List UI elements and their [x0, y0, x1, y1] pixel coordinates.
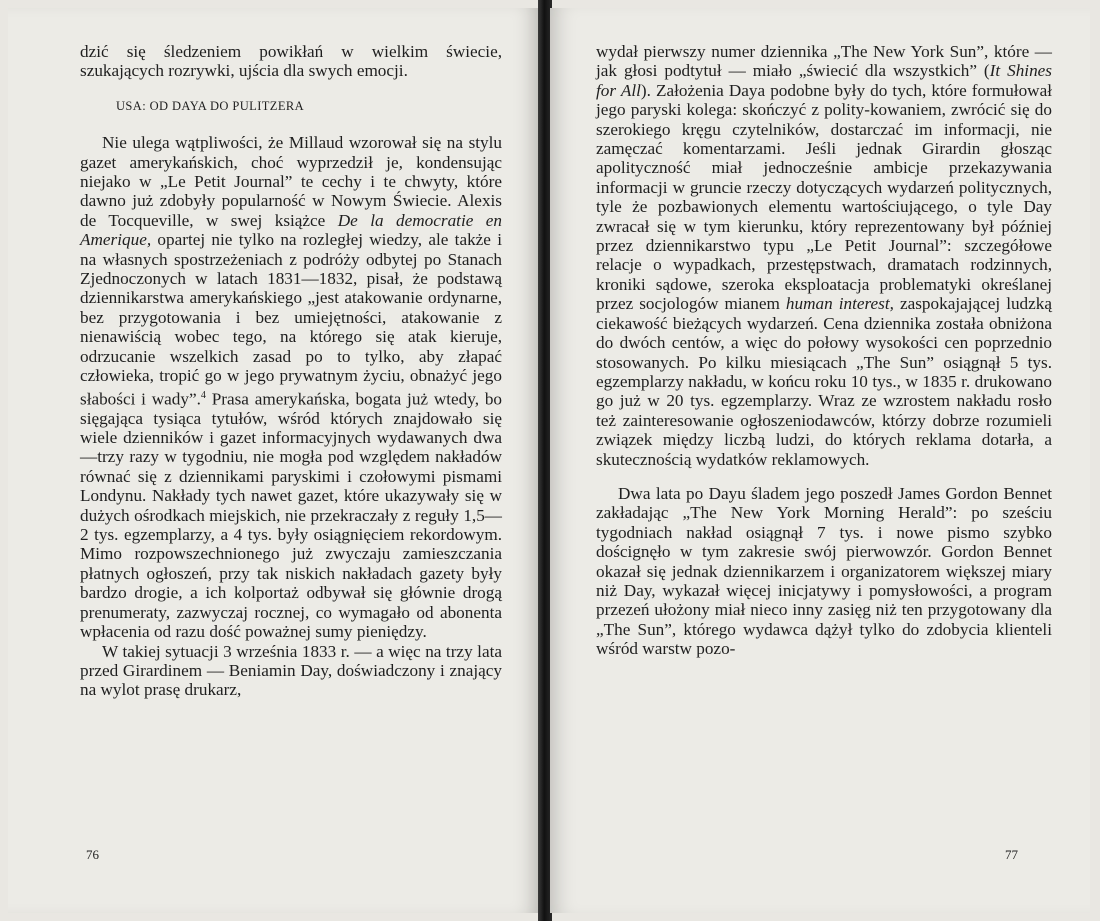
- left-page: [8, 8, 540, 913]
- right-para-2: Dwa lata po Dayu śladem jego poszedł James Gordon Bennet zakładając „The New York Morning Herald”: po sześciu tygodniach nakład osiągnął 7 tys. i nowe pismo szybko doścignęło w tym zakresie swój pierwowzór. Gordon Bennet okazał się jednak dziennikarzem i organizatorem większej miary niż Day, wykazał więcej inicjatywy i pomysłowości, a program przezeń ułożony miał nieco inny zasięg niż ten przygotowany dla „The Sun”, którego wydawca dążył tylko do zdobycia klienteli wśród warstw pozo-: [596, 483, 1052, 659]
- page-number-left: 76: [86, 847, 99, 862]
- section-heading: USA: OD DAYA DO PULITZERA: [116, 98, 305, 113]
- left-para-1-b: opartej nie tylko na rozległej wiedzy, ale także i na własnych spostrzeżeniach z podróży odbytej po Stanach Zjednoczonych w latach 1831—1832, pisał, że podstawą dziennikarstwa amerykańskiego „jest atakowanie ordynarne, bez przygotowania i bez umiejętności, atakowanie z nienawiścią wobec tego, na którego się atak kieruje, odrzucanie wszelkich zasad po to tylko, aby złapać człowieka, tropić go w jego prywatnym życiu, obnażyć jego słabości i wady”.: [80, 230, 502, 409]
- right-para-1-a: wydał pierwszy numer dziennika „The New York Sun”, które — jak głosi podtytuł — miało „świecić dla wszystkich” (: [596, 42, 1052, 81]
- left-para-1-c: Prasa amerykańska, bogata już wtedy, bo sięgająca tysiąca tytułów, wśród których znajdowało się wiele dzienników i gazet informacyjnych wydawanych dwa—trzy razy w tygodniu, nie mogła pod względem nakładów równać się z dziennikami paryskimi i czołowymi pismami Londynu. Nakłady tych nawet gazet, które ukazywały się w dużych ośrodkach miejskich, nie przekraczały z reguły 1,5—2 tys. egzemplarzy, a 4 tys. były osiągnięciem rekordowym. Mimo rozpowszechnionego już zwyczaju zamieszczania płatnych ogłoszeń, przy tak niskich nakładach gazety były bardzo drogie, a ich kolportaż odbywał się głównie drogą prenumeraty, zazwyczaj rocznej, co wymagało od abonenta wpłacenia od razu dość poważnej sumy pieniędzy.: [80, 389, 503, 642]
- book-title: De la democratie en Amerique,: [80, 210, 502, 250]
- right-para-1: [596, 42, 1052, 469]
- footnote-marker: 4: [200, 389, 206, 401]
- right-page: [550, 8, 1090, 913]
- human-interest-term: human interest,: [785, 294, 894, 314]
- right-para-1-c: zaspokajającej ludzką ciekawość bieżących wydarzeń. Cena dziennika została obniżona do dwóch centów, a więc do połowy wysokości cen poprzednio stosowanych. Po kilku miesiącach „The Sun” osiągnął 5 tys. egzemplarzy nakładu, w końcu roku 10 tys., w 1835 r. drukowano go już w 20 tys. egzemplarzy. Wraz ze wzrostem nakładu rosło też zainteresowanie ogłoszeniodawców, którzy dobrze rozumieli związek między liczbą ludzi, do których reklama dotarła, a skutecznością wydatków reklamowych.: [596, 294, 1053, 469]
- left-para-2: W takiej sytuacji 3 września 1833 r. — a więc na trzy lata przed Girardinem — Beniamin Day, doświadczony i znający na wylot prasę drukarz,: [80, 641, 502, 700]
- page-number-right: 77: [1005, 847, 1018, 862]
- right-page-text: [596, 42, 1052, 659]
- subtitle-quote: It Shines for All: [596, 61, 1052, 100]
- left-para-0: dzić się śledzeniem powikłań w wielkim świecie, szukających rozrywki, ujścia dla swych emocji.: [80, 42, 502, 81]
- left-para-1: [80, 133, 502, 641]
- left-page-text: [80, 42, 502, 700]
- right-para-1-b: ). Założenia Daya podobne były do tych, które formułował jego paryski kolega: skończyć z polity-kowaniem, zwrócić się do szerokiego kręgu czytelników, dostarczać im informacji, nie zamęczać komentarzami. Jeśli jednak Girardin głosząc apolityczność miał jednocześnie ambicje przekazywania informacji w gruncie rzeczy dotyczących wydarzeń politycznych, tyle że pozbawionych elementu wartościującego, o tyle Day zwracał się w tym kierunku, który reprezentowany był później przez dziennikarstwo typu „Le Petit Journal”: szczegółowe relacje o wypadkach, przestępstwach, dramatach rodzinnych, kroniki sądowe, szeroka eksploatacja problematyki określanej przez socjologów mianem: [596, 80, 1052, 314]
- left-para-1-a: Nie ulega wątpliwości, że Millaud wzorował się na stylu gazet amerykańskich, choć wyprzedził je, kondensując niejako w „Le Petit Journal” te cechy i te chwyty, które dawno już zdobyły popularność w Nowym Świecie. Alexis de Tocqueville, w swej książce: [80, 133, 502, 230]
